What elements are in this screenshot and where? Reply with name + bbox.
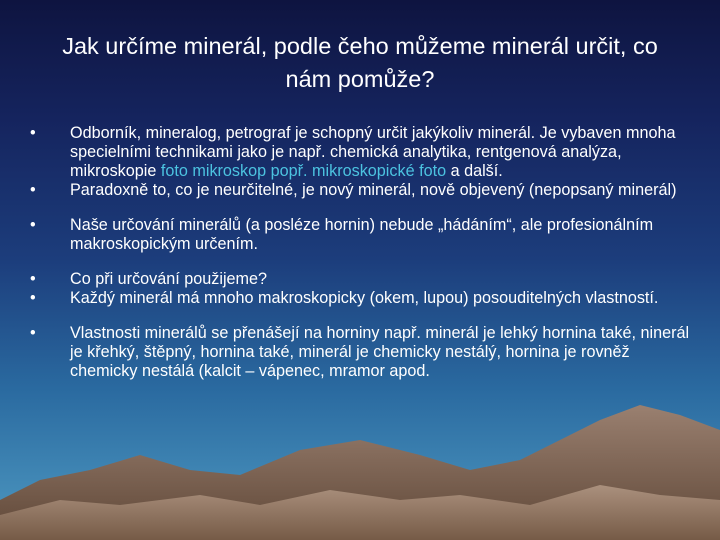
bullet-text-end: a další. (446, 162, 503, 180)
bullet-item (26, 324, 696, 381)
bullet-item (26, 289, 696, 308)
bullet-dot: • (30, 270, 36, 288)
mikroskopicke-foto-link[interactable]: mikroskopické foto (312, 162, 447, 180)
bullet-dot: • (30, 216, 36, 234)
bullet-text: Paradoxně to, co je neurčitelné, je nový minerál, nově objevený (nepopsaný minerál) (70, 181, 677, 199)
bullet-item (26, 181, 696, 200)
bullet-item (26, 124, 696, 181)
bullet-text: Co při určování použijeme? (70, 270, 268, 288)
bullet-dot: • (30, 124, 36, 142)
bullet-dot: • (30, 289, 36, 307)
bullet-text: Naše určování minerálů (a posléze hornin) nebude „hádáním“, ale profesionálním makroskopickým určením. (70, 216, 654, 253)
bullet-dot: • (30, 324, 36, 342)
bullet-text: Odborník, mineralog, petrograf je schopný určit jakýkoliv minerál. Je vybaven mnoha specielními technikami jako je např. chemická analytika, rentgenová analýza, mikroskopie (70, 124, 676, 180)
bullet-item (26, 270, 696, 289)
bullet-dot: • (30, 181, 36, 199)
spacer (26, 254, 696, 270)
foto-mikroskop-link[interactable]: foto mikroskop (160, 162, 267, 180)
link-separator: popř. (266, 162, 313, 180)
bullet-text: Každý minerál má mnoho makroskopicky (okem, lupou) posouditelných vlastností. (70, 289, 659, 307)
slide-content (26, 124, 696, 381)
slide-title: Jak určíme minerál, podle čeho můžeme minerál určit, co nám pomůže? (62, 33, 658, 92)
bullet-item (26, 216, 696, 254)
spacer (26, 200, 696, 216)
bullet-text: Vlastnosti minerálů se přenášejí na horniny např. minerál je lehký hornina také, ninerál je křehký, štěpný, hornina také, minerál je chemicky nestálý, hornina je rovněž chemicky nestálá (kalcit – vápenec, mramor apod. (70, 324, 690, 380)
spacer (26, 308, 696, 324)
